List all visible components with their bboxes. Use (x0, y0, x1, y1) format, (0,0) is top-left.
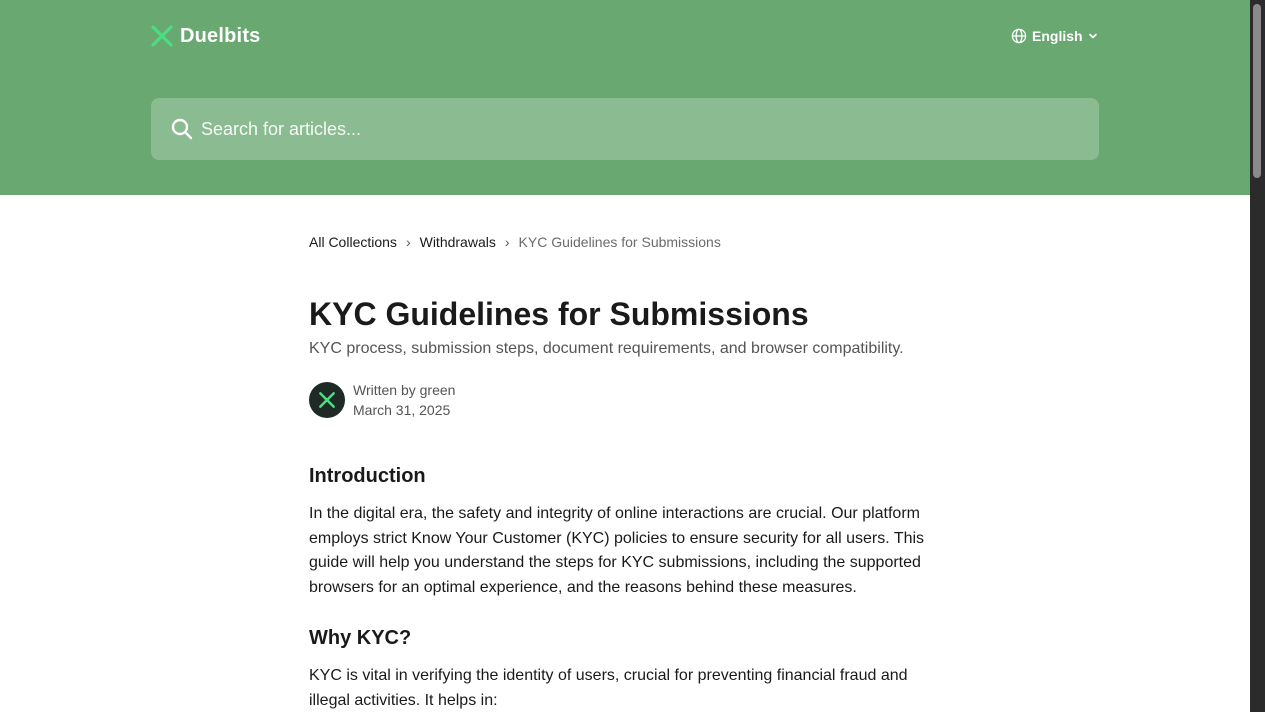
article-title: KYC Guidelines for Submissions (309, 296, 809, 332)
brand-logo[interactable] (150, 22, 261, 50)
article-date: March 31, 2025 (353, 402, 451, 418)
author-line: Written by green (353, 382, 456, 398)
duelbits-x-icon (150, 24, 174, 48)
avatar (309, 382, 345, 418)
author-meta (353, 380, 455, 420)
search-input[interactable] (201, 119, 1061, 140)
brand-name: Duelbits (180, 24, 261, 47)
scrollbar-thumb[interactable] (1253, 4, 1261, 178)
search-bar[interactable] (151, 98, 1099, 160)
breadcrumb-all-collections[interactable]: All Collections (309, 234, 397, 250)
language-label: English (1032, 28, 1083, 44)
language-selector[interactable] (1011, 28, 1098, 44)
search-icon (171, 118, 193, 140)
article-container (309, 233, 949, 712)
section-body-introduction: In the digital era, the safety and integrity of online interactions are crucial. Our platform employs strict Know Your Customer (KYC) policies to ensure security for all users. This guide will help you understand the steps for KYC submissions, including the supported browsers for an optimal experience, and the reasons behind these measures. (309, 505, 925, 596)
article-subtitle: KYC process, submission steps, document requirements, and browser compatibility. (309, 340, 904, 357)
author-info (309, 380, 949, 420)
breadcrumb-withdrawals[interactable]: Withdrawals (419, 234, 496, 250)
globe-icon (1011, 28, 1027, 44)
breadcrumb-separator: › (405, 234, 411, 250)
breadcrumb (309, 233, 949, 251)
section-heading-why-kyc: Why KYC? (309, 627, 412, 649)
chevron-down-icon (1088, 31, 1098, 41)
section-heading-introduction: Introduction (309, 465, 426, 487)
breadcrumb-current: KYC Guidelines for Submissions (518, 234, 721, 250)
breadcrumb-separator: › (504, 234, 510, 250)
scrollbar[interactable] (1250, 0, 1265, 712)
duelbits-x-icon (317, 390, 337, 410)
section-body-why-kyc: KYC is vital in verifying the identity of users, crucial for preventing financial fraud and illegal activities. It helps in: (309, 667, 908, 709)
header (0, 0, 1250, 195)
